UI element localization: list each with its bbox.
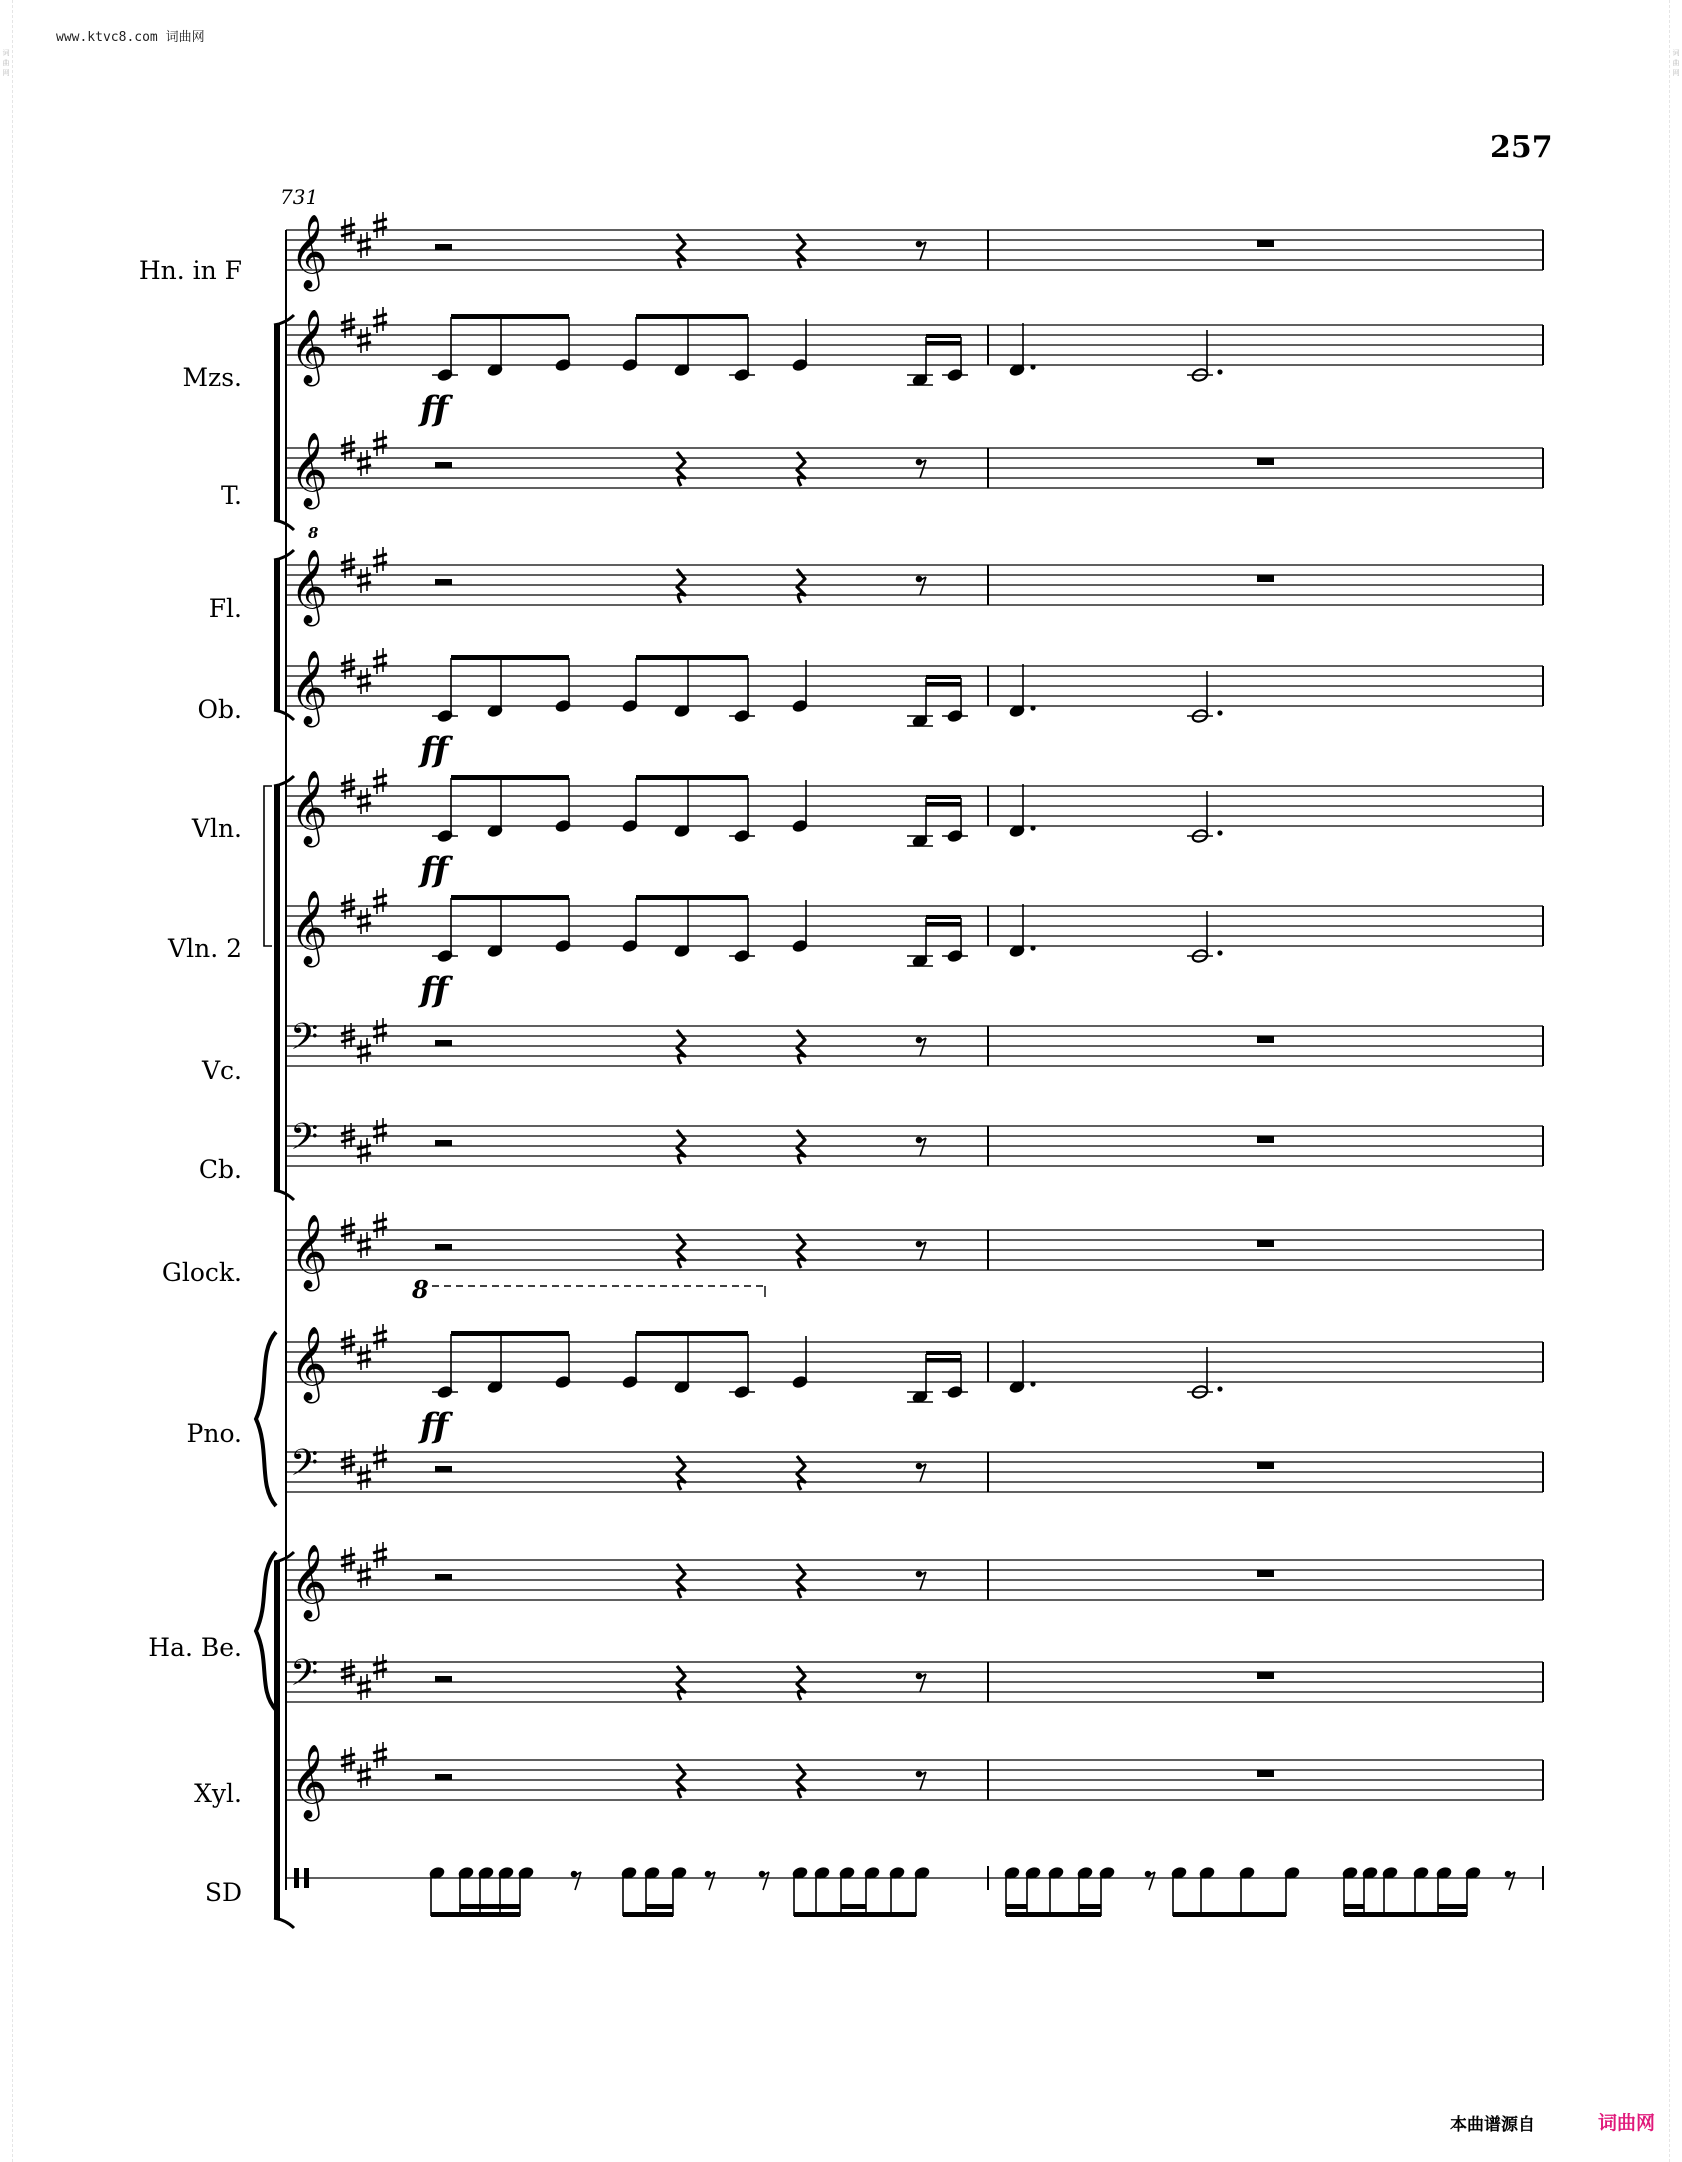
percussion-clef (304, 1868, 309, 1888)
sharp-bar (341, 1344, 355, 1348)
sharp-symbol (373, 1118, 387, 1144)
beam-secondary (841, 1904, 866, 1909)
beam (636, 1331, 748, 1336)
quarter-rest (797, 1456, 805, 1490)
sharp-symbol (373, 648, 387, 674)
augmentation-dot (1217, 950, 1222, 955)
sharp-bar (341, 319, 355, 323)
beam (1006, 1912, 1101, 1917)
sharp-bar (341, 1030, 355, 1034)
beam (431, 1912, 520, 1917)
whole-rest (1257, 1570, 1274, 1577)
dynamic-marking: ff (420, 970, 449, 1010)
augmentation-dot (1030, 705, 1035, 710)
dynamic-marking: ff (420, 850, 449, 890)
quarter-rest (677, 452, 685, 486)
treble-clef: 𝄞 (290, 1745, 328, 1819)
beam-secondary (926, 922, 961, 926)
whole-rest (1257, 575, 1274, 582)
beam (451, 314, 569, 319)
augmentation-dot (1217, 830, 1222, 835)
sharp-symbol (357, 1344, 371, 1370)
sharp-symbol (357, 668, 371, 694)
quarter-rest (677, 1234, 685, 1268)
sharp-bar (341, 450, 355, 454)
beam (1173, 1912, 1286, 1917)
sharp-bar (341, 1762, 355, 1766)
half-rest (435, 579, 452, 585)
footer-source-text: 本曲谱源自 (1450, 2115, 1535, 2135)
sharp-symbol (357, 1232, 371, 1258)
beam-secondary (480, 1904, 500, 1909)
quarter-rest (797, 1764, 805, 1798)
beam-secondary (926, 802, 961, 806)
sharp-symbol (373, 768, 387, 794)
quarter-rest (797, 1130, 805, 1164)
dynamic-marking: ff (420, 1406, 449, 1446)
whole-rest (1257, 1770, 1274, 1777)
half-rest (435, 1676, 452, 1682)
piano-brace (256, 1332, 276, 1506)
treble-clef: 𝄞 (290, 1215, 328, 1289)
treble-clef: 𝄞 (290, 891, 328, 965)
sharp-bar (341, 1232, 355, 1236)
beam (636, 775, 748, 780)
sharp-symbol (373, 1542, 387, 1568)
sharp-symbol (357, 567, 371, 593)
quarter-rest (677, 1666, 685, 1700)
sharp-bar (341, 780, 355, 784)
augmentation-dot (1217, 369, 1222, 374)
sharp-bar (341, 1138, 355, 1142)
instrument-label: Mzs. (182, 363, 242, 392)
treble-clef: 𝄞 (290, 1327, 328, 1401)
side-watermark-text: 词曲网 (2, 49, 10, 77)
sharp-bar (373, 314, 387, 318)
sharp-bar (373, 437, 387, 441)
quarter-rest (797, 1666, 805, 1700)
quarter-rest (797, 1234, 805, 1268)
sharp-bar (373, 1219, 387, 1223)
sharp-symbol (357, 1562, 371, 1588)
sharp-symbol (357, 327, 371, 353)
sharp-bar (341, 232, 355, 236)
sharp-symbol (357, 1038, 371, 1064)
bass-clef: 𝄢 (290, 1442, 319, 1493)
sharp-bar (341, 660, 355, 664)
sharp-bar (341, 1130, 355, 1134)
beam (926, 1351, 961, 1355)
half-rest (435, 1140, 452, 1146)
sharp-symbol (373, 1444, 387, 1470)
whole-rest (1257, 458, 1274, 465)
sharp-bar (341, 788, 355, 792)
dynamic-marking: ff (420, 730, 449, 770)
page-number: 257 (1490, 130, 1553, 165)
sharp-symbol (373, 1324, 387, 1350)
instrument-label: Ob. (197, 695, 242, 724)
quarter-rest (797, 452, 805, 486)
beam-secondary (500, 1904, 520, 1909)
instrument-label: Pno. (186, 1419, 242, 1448)
tenor-octave-mark: 8 (308, 524, 319, 542)
sharp-symbol (373, 1742, 387, 1768)
whole-rest (1257, 1462, 1274, 1469)
sharp-bar (373, 554, 387, 558)
quarter-rest (677, 1456, 685, 1490)
treble-clef: 𝄞 (290, 771, 328, 845)
beam (926, 334, 961, 338)
half-rest (435, 1466, 452, 1472)
sharp-symbol (373, 888, 387, 914)
beam-secondary (1344, 1904, 1364, 1909)
sharp-symbol (357, 788, 371, 814)
sharp-symbol (373, 307, 387, 333)
quarter-rest (677, 1764, 685, 1798)
beam-secondary (1079, 1904, 1101, 1909)
augmentation-dot (1030, 945, 1035, 950)
sharp-bar (341, 224, 355, 228)
quarter-rest (677, 1030, 685, 1064)
sharp-bar (373, 655, 387, 659)
treble-clef: 𝄞 (290, 1545, 328, 1619)
sharp-bar (341, 327, 355, 331)
sharp-symbol (357, 1138, 371, 1164)
beam-secondary (926, 341, 961, 345)
bracket-bar (274, 1562, 280, 1918)
sharp-bar (373, 1331, 387, 1335)
beam-secondary (1438, 1904, 1467, 1909)
beam (636, 655, 748, 660)
quarter-rest (797, 234, 805, 268)
beam (451, 895, 569, 900)
instrument-label: Xyl. (194, 1779, 242, 1808)
beam-secondary (460, 1904, 480, 1909)
beam (794, 1912, 916, 1917)
sharp-bar (341, 567, 355, 571)
sharp-bar (373, 775, 387, 779)
bracket-hook (274, 520, 294, 530)
half-rest (435, 244, 452, 250)
sharp-symbol (357, 908, 371, 934)
side-watermark-text: 词曲网 (1672, 49, 1680, 77)
ottava-marking: 8 (412, 1275, 429, 1304)
beam (636, 895, 748, 900)
bracket-bar (274, 786, 280, 1190)
bracket-hook (274, 1918, 294, 1928)
instrument-label: Glock. (161, 1258, 242, 1287)
augmentation-dot (1217, 710, 1222, 715)
treble-clef: 𝄞 (290, 433, 328, 507)
augmentation-dot (1030, 364, 1035, 369)
quarter-rest (677, 569, 685, 603)
footer-brand-link[interactable]: 词曲网 (1598, 2112, 1656, 2134)
beam (926, 675, 961, 679)
half-rest (435, 1244, 452, 1250)
sharp-symbol (357, 232, 371, 258)
sharp-bar (341, 1562, 355, 1566)
quarter-rest (677, 234, 685, 268)
sharp-bar (341, 559, 355, 563)
sharp-bar (341, 1336, 355, 1340)
instrument-label: Cb. (198, 1155, 242, 1184)
instrument-label: T. (221, 481, 242, 510)
sharp-bar (373, 1749, 387, 1753)
sharp-bar (341, 1554, 355, 1558)
half-rest (435, 462, 452, 468)
sharp-symbol (357, 1674, 371, 1700)
bracket-bar (274, 560, 280, 710)
beam (451, 775, 569, 780)
sharp-symbol (357, 1762, 371, 1788)
bracket-hook (274, 1190, 294, 1200)
sharp-symbol (373, 430, 387, 456)
treble-clef: 𝄞 (290, 215, 328, 289)
sharp-bar (373, 895, 387, 899)
instrument-label: Ha. Be. (148, 1633, 242, 1662)
quarter-rest (797, 569, 805, 603)
whole-rest (1257, 240, 1274, 247)
beam (636, 314, 748, 319)
augmentation-dot (1030, 825, 1035, 830)
instrument-label: Fl. (208, 594, 242, 623)
instrument-label: Vln. 2 (168, 934, 242, 963)
treble-clef: 𝄞 (290, 651, 328, 725)
whole-rest (1257, 1240, 1274, 1247)
instrument-label: SD (204, 1878, 242, 1907)
half-rest (435, 1574, 452, 1580)
sharp-bar (341, 1674, 355, 1678)
sharp-bar (341, 442, 355, 446)
augmentation-dot (1217, 1386, 1222, 1391)
beam-secondary (646, 1904, 673, 1909)
bass-clef: 𝄢 (290, 1652, 319, 1703)
quarter-rest (797, 1030, 805, 1064)
sharp-bar (341, 1666, 355, 1670)
beam (1344, 1912, 1467, 1917)
measure-number: 731 (280, 185, 319, 209)
sharp-bar (341, 668, 355, 672)
sharp-bar (341, 1038, 355, 1042)
whole-rest (1257, 1036, 1274, 1043)
beam-secondary (926, 682, 961, 686)
sharp-symbol (357, 1464, 371, 1490)
whole-rest (1257, 1136, 1274, 1143)
quarter-rest (677, 1564, 685, 1598)
beam (451, 655, 569, 660)
percussion-clef (294, 1868, 299, 1888)
instrument-label: Vln. (191, 814, 242, 843)
beam (451, 1331, 569, 1336)
beam (623, 1912, 673, 1917)
beam-secondary (926, 1358, 961, 1362)
sharp-symbol (373, 1212, 387, 1238)
sharp-bar (341, 900, 355, 904)
sharp-bar (341, 908, 355, 912)
bass-clef: 𝄢 (290, 1016, 319, 1067)
augmentation-dot (1030, 1381, 1035, 1386)
quarter-rest (677, 1130, 685, 1164)
half-rest (435, 1040, 452, 1046)
sharp-bar (373, 1549, 387, 1553)
sharp-bar (341, 1464, 355, 1468)
sharp-bar (373, 219, 387, 223)
quarter-rest (797, 1564, 805, 1598)
site-watermark: www.ktvc8.com 词曲网 (56, 30, 205, 45)
sharp-symbol (373, 1018, 387, 1044)
sharp-bar (341, 1754, 355, 1758)
sharp-bar (341, 1224, 355, 1228)
violin-sub-bracket (264, 786, 272, 946)
sharp-symbol (373, 212, 387, 238)
beam (926, 795, 961, 799)
instrument-label: Hn. in F (138, 256, 242, 285)
half-rest (435, 1774, 452, 1780)
whole-rest (1257, 1672, 1274, 1679)
treble-clef: 𝄞 (290, 310, 328, 384)
sharp-bar (341, 1456, 355, 1460)
treble-clef: 𝄞 (290, 550, 328, 624)
bracket-bar (274, 325, 280, 520)
harp-brace (256, 1552, 276, 1710)
instrument-label: Vc. (201, 1056, 242, 1085)
sharp-symbol (373, 1654, 387, 1680)
sharp-symbol (357, 450, 371, 476)
sharp-symbol (373, 547, 387, 573)
beam (926, 915, 961, 919)
dynamic-marking: ff (420, 389, 449, 429)
beam-secondary (1006, 1904, 1027, 1909)
bass-clef: 𝄢 (290, 1116, 319, 1167)
